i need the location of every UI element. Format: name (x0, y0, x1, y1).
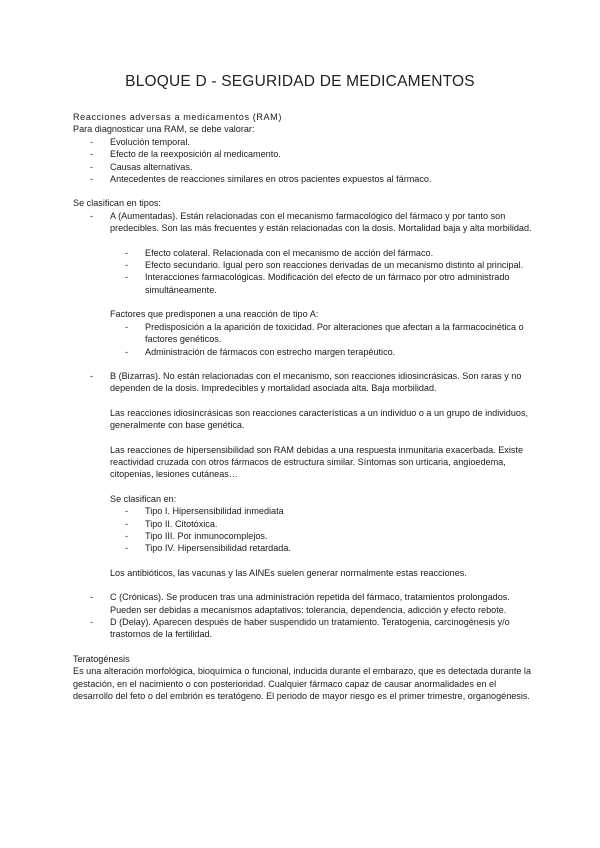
dash-bullet: - (125, 506, 129, 517)
list-item: - Efecto colateral. Relacionada con el mecanismo de acción del fármaco. (125, 247, 434, 258)
type-b-hypersensitivity: Las reacciones de hipersensibilidad son RAM debidas a una respuesta inmunitaria exacerbada. Existe reactividad cruzada con otros fármacos de estructura similar. Síntomas son urticaria, angioedema, citopenias, lesiones cutáneas… (110, 444, 523, 480)
document-title: BLOQUE D - SEGURIDAD DE MEDICAMENTOS (125, 73, 475, 90)
list-item: - Evolución temporal. (90, 136, 190, 147)
document-body (73, 111, 533, 702)
dash-bullet: - (125, 260, 129, 271)
list-item: - Tipo II. Citotóxica. (125, 518, 218, 529)
list-item: - Efecto secundario. Igual pero son reacciones derivadas de un mecanismo distinto al principal. (125, 260, 524, 271)
dash-bullet: - (125, 272, 129, 283)
type-d-text: D (Delay). Aparecen después de haber suspendido un tratamiento. Teratogenia, carcinogénesis y/o trastornos de la fertilidad. (110, 617, 510, 640)
dash-bullet: - (90, 136, 94, 147)
dash-bullet: - (90, 617, 94, 627)
list-item: - Administración de fármacos con estrecho margen terapéutico. (125, 346, 396, 357)
dash-bullet: - (90, 592, 94, 603)
list-item: - Tipo I. Hipersensibilidad inmediata (125, 506, 284, 517)
dash-bullet: - (90, 174, 94, 185)
list-item: - Antecedentes de reacciones similares en otros pacientes expuestos al fármaco. (90, 174, 432, 185)
list-item: - Interacciones farmacológicas. Modificación del efecto de un fármaco por otro administrado simultáneamente. (125, 272, 510, 295)
type-c-item (73, 591, 533, 616)
type-a-factors-list (73, 321, 533, 358)
type-a-factors-intro: Factores que predisponen a una reacción de tipo A: (110, 309, 319, 320)
list-item: - Predisposición a la aparición de toxicidad. Por alteraciones que afectan a la farmacocinética o factores genéticos. (125, 321, 524, 345)
list-item: - Efecto de la reexposición al medicamento. (90, 149, 281, 160)
teratogenesis-text: Es una alteración morfológica, bioquímica o funcional, inducida durante el embarazo, que es detectada durante la gestación, en el nacimiento o con posterioridad. Cualquier fármaco capaz de causar anormalidades en el desarrollo del feto o del embrión es teratógeno. El periodo de mayor riesgo es el primer trimestre, organogénesis. (73, 666, 532, 702)
list-item: - Causas alternativas. (90, 161, 193, 172)
ram-heading: Reacciones adversas a medicamentos (RAM) (73, 112, 282, 122)
type-b-idiosyncratic: Las reacciones idiosincrásicas son reacciones características a un individuo o a un grupo de individuos, generalmente con base genética. (110, 407, 529, 431)
dash-bullet: - (125, 530, 129, 541)
dash-bullet: - (125, 543, 129, 554)
type-a-text: A (Aumentadas). Están relacionadas con el mecanismo farmacológico del fármaco y por tanto son predecibles. Son las más frecuentes y están relacionadas con la dosis. Mortalidad baja y alta morbilidad. (110, 210, 532, 234)
dash-bullet: - (90, 149, 94, 160)
type-b-subtypes-intro: Se clasifican en: (110, 493, 177, 504)
dash-bullet: - (125, 247, 129, 258)
dash-bullet: - (125, 321, 129, 332)
list-item: - Tipo III. Por inmunocomplejos. (125, 530, 268, 541)
hypersensitivity-subtypes-list (73, 505, 533, 555)
type-a-effects-list (73, 247, 533, 297)
dash-bullet: - (90, 370, 94, 381)
type-b-closing: Los antibióticos, las vacunas y las AINEs suelen generar normalmente estas reacciones. (110, 567, 467, 578)
ram-intro: Para diagnosticar una RAM, se debe valorar: (73, 124, 255, 135)
dash-bullet: - (125, 518, 129, 529)
dash-bullet: - (125, 346, 129, 357)
classification-intro: Se clasifican en tipos: (73, 198, 161, 209)
list-item: - Tipo IV. Hipersensibilidad retardada. (125, 543, 291, 554)
type-d-item (73, 616, 533, 641)
ram-criteria-list (73, 136, 533, 186)
dash-bullet: - (90, 210, 94, 221)
type-b-text: B (Bizarras). No están relacionadas con el mecanismo, son reacciones idiosincrásicas. Son raras y no dependen de la dosis. Impredecibles y mortalidad asociada alta. Baja morbilidad. (110, 370, 522, 394)
teratogenesis-heading: Teratogénesis (73, 653, 130, 664)
dash-bullet: - (90, 161, 94, 172)
type-a-item (73, 210, 533, 235)
type-b-item (73, 370, 533, 395)
type-c-text: C (Crónicas). Se producen tras una administración repetida del fármaco, tratamientos prolongados. Pueden ser debidas a mecanismos adaptativos: tolerancia, dependencia, adicción y efecto rebote. (110, 592, 510, 615)
